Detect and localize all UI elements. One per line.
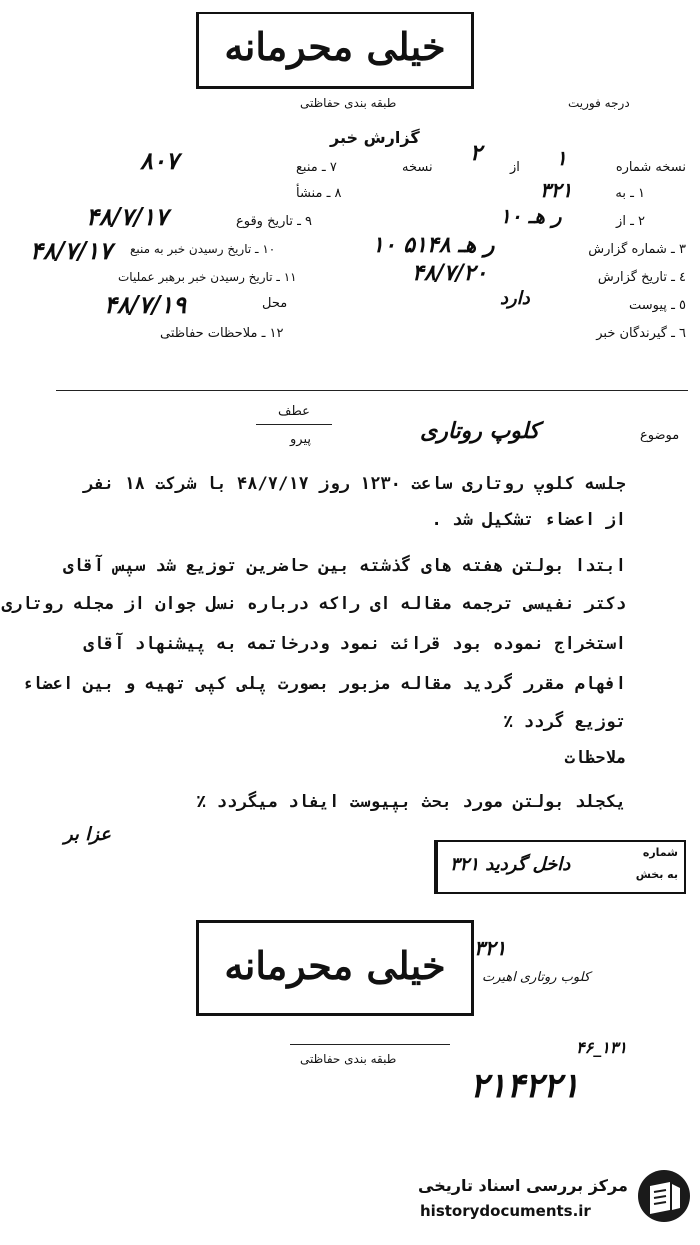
- copy-number-value: ۱: [556, 146, 567, 170]
- archive-logo-icon: [636, 1168, 692, 1224]
- receipt-stamp: [434, 840, 686, 894]
- margin-note: عزا بر: [64, 824, 111, 845]
- place-value: ۴۸/۷/۱۹: [104, 290, 186, 319]
- from-label: ۲ ـ از: [616, 214, 645, 229]
- archive-code: ۴۶_۱۳۱: [576, 1038, 627, 1057]
- attachment-value: دارد: [500, 288, 530, 309]
- footer-security-label: طبقه بندی حفاظتی: [300, 1052, 397, 1066]
- recipients-label: ٦ ـ گیرندگان خبر: [596, 326, 686, 341]
- event-date-label: ۹ ـ تاریخ وقوع: [236, 214, 313, 229]
- follow-up-label: پیرو: [290, 432, 311, 447]
- bottom-stamp-text: خیلی محرمانه: [224, 943, 446, 988]
- watermark-url: historydocuments.ir: [420, 1202, 591, 1220]
- origin-label: ۸ ـ منشأ: [296, 186, 342, 201]
- report-date-label: ٤ ـ تاریخ گزارش: [597, 270, 686, 285]
- header-urgency-label: درجه فوریت: [568, 96, 630, 110]
- body-line-1: جلسه کلوپ روتاری ساعت ۱۲۳۰ روز ۴۸/۷/۱۷ با شرکت ۱۸ نفر: [83, 474, 626, 494]
- receipt-stamp-value: ۳۲۱ داخل گردید: [450, 854, 571, 875]
- bottom-stamp-number: ۳۲۱: [474, 936, 507, 960]
- event-date-value: ۴۸/۷/۱۷: [86, 202, 168, 231]
- section-divider: [56, 390, 688, 391]
- body-line-5: استخراج نموده بود قرائت نمود ودرخاتمه به پیشنهاد آقای: [83, 634, 626, 654]
- header-security-label: طبقه بندی حفاظتی: [300, 96, 397, 110]
- top-classification-stamp: [196, 12, 474, 89]
- of-value: ۲: [470, 140, 482, 166]
- notes-heading: ملاحظات: [564, 748, 626, 768]
- bottom-classification-stamp: [196, 920, 474, 1016]
- source-label: ۷ ـ منبع: [296, 160, 337, 175]
- subject-value: کلوپ روتاری: [420, 418, 540, 444]
- footer-divider: [290, 1044, 450, 1045]
- from-value: ۱۰ ر هـ: [500, 204, 562, 228]
- received-ops-label: ۱۱ ـ تاریخ رسیدن خبر برهبر عملیات: [118, 270, 297, 284]
- body-line-7: توزیع گردد ٪: [503, 712, 626, 732]
- to-value: ۳۲۱: [540, 178, 573, 202]
- reference-label: عطف: [278, 404, 310, 419]
- source-value: ۸۰۷: [140, 146, 179, 175]
- reference-divider: [256, 424, 332, 425]
- security-notes-label: ۱۲ ـ ملاحظات حفاظتی: [160, 326, 284, 341]
- body-line-3: ابتدا بولتن هفته های گذشته بین حاضرین توزیع شد سپس آقای: [63, 556, 626, 576]
- attachment-label: ٥ ـ پیوست: [629, 298, 686, 313]
- to-label: ۱ ـ به: [615, 186, 645, 201]
- body-line-9: یکجلد بولتن مورد بحث بپیوست ایفاد میگردد ٪: [196, 792, 626, 812]
- copy-number-label: نسخه شماره: [615, 160, 686, 175]
- receipt-stamp-line1: شماره: [642, 846, 678, 859]
- received-source-value: ۴۸/۷/۱۷: [30, 236, 112, 265]
- bottom-stamp-note: کلوب روتاری اهیرت: [482, 970, 591, 985]
- receipt-stamp-line2: به بخش: [635, 868, 678, 881]
- place-label: محل: [262, 296, 288, 311]
- archive-number: ۲۱۴۲۲۱: [470, 1066, 580, 1106]
- subject-label: موضوع: [640, 428, 680, 443]
- body-line-2: از اعضاء تشکیل شد .: [431, 510, 626, 530]
- body-line-4: دکتر نفیسی ترجمه مقاله ای راکه درباره نسل جوان از مجله روتاری: [1, 594, 626, 614]
- body-line-6: افهام مقرر گردید مقاله مزبور بصورت پلی کپی تهیه و بین اعضاء: [22, 674, 626, 694]
- report-number-value: ۱۰ ر هـ ۵۱۴۸: [372, 232, 495, 258]
- copy-suffix-label: نسخه: [402, 160, 433, 175]
- of-label: از: [510, 160, 520, 175]
- top-stamp-text: خیلی محرمانه: [224, 24, 446, 69]
- report-date-value: ۴۸/۷/۲۰: [412, 260, 488, 286]
- report-number-label: ۳ ـ شماره گزارش: [588, 242, 686, 257]
- watermark-org: مرکز بررسی اسناد تاریخی: [418, 1176, 628, 1195]
- received-source-label: ۱۰ ـ تاریخ رسیدن خبر به منبع: [130, 242, 276, 256]
- report-title: گزارش خبر: [330, 128, 420, 147]
